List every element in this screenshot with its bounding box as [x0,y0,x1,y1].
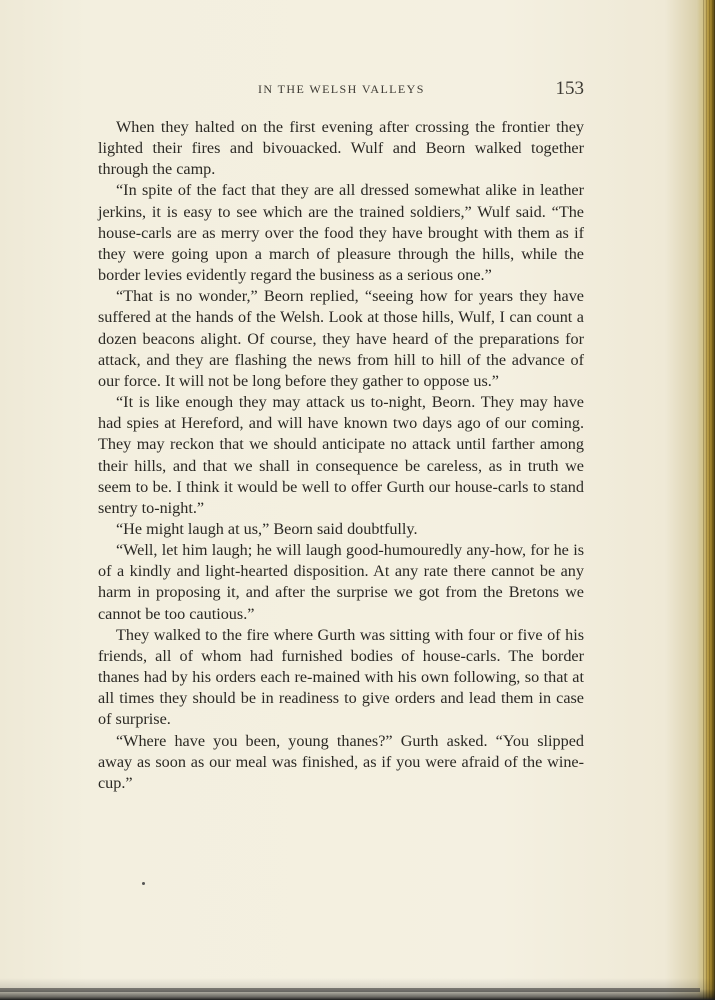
page-fore-edge-lines [703,0,713,1000]
paragraph: “He might laugh at us,” Beorn said doubtfully. [116,519,418,538]
page-bottom-bar [0,988,700,992]
paragraph: They walked to the fire where Gurth was sitting with four or five of his friends, all of whom had furnished bodies of house-carls. The border thanes had by his orders each re-mained with his own following, so that at all times they should be in readiness to give orders and lead them in case of surprise. [98,625,584,729]
paragraph: “Well, let him laugh; he will laugh good-humouredly any-how, for he is of a kindly and light-hearted disposition. At any rate there cannot be any harm in proposing it, and after the surprise we got from the Bretons we cannot be too cautious.” [98,541,584,623]
paragraph: When they halted on the first evening after crossing the frontier they lighted their fires and bivouacked. Wulf and Beorn walked together through the camp. [98,118,584,179]
running-head: IN THE WELSH VALLEYS [258,82,425,96]
body-text [98,117,584,794]
paragraph: “Where have you been, young thanes?” Gurth asked. “You slipped away as soon as our meal was finished, as if you were afraid of the wine-cup.” [98,731,584,792]
page-number: 153 [555,78,584,99]
page-header [98,78,584,102]
paragraph: “It is like enough they may attack us to-night, Beorn. They may have had spies at Hereford, and will have known two days ago of our coming. They may reckon that we should anticipate no attack until farther among their hills, and that we shall in consequence be careless, as in truth we seem to be. I think it would be well to offer Gurth our house-carls to stand sentry to-night.” [98,393,584,517]
ink-speck [142,882,145,885]
paragraph: “In spite of the fact that they are all dressed somewhat alike in leather jerkins, it is easy to see which are the trained soldiers,” Wulf said. “The house-carls are as merry over the food they have brought with them as if they were going upon a march of pleasure through the hills, while the border levies evidently regard the business as a serious one.” [98,181,584,285]
paragraph: “That is no wonder,” Beorn replied, “seeing how for years they have suffered at the hands of the Welsh. Look at those hills, Wulf, I can count a dozen beacons alight. Of course, they have heard of the preparations for attack, and they are flashing the news from hill to hill of the advance of our force. It will not be long before they gather to oppose us.” [98,287,584,390]
